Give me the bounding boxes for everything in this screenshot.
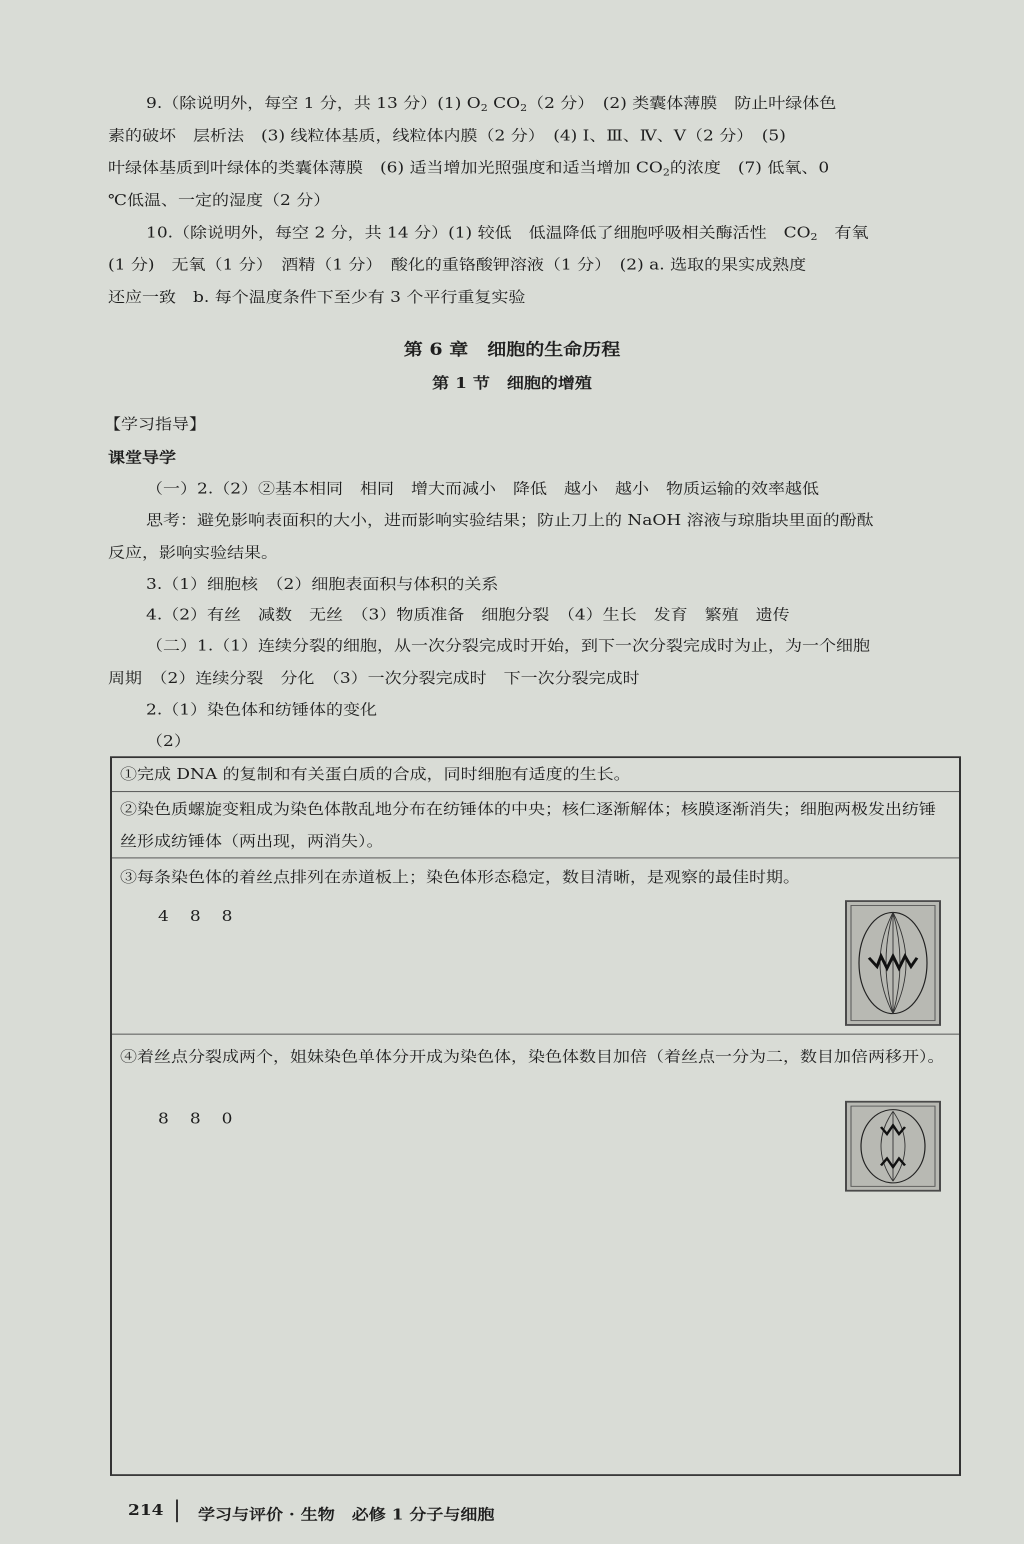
part1-think-line-2: 反应，影响实验结果。: [108, 544, 278, 562]
table-row: [112, 857, 959, 1034]
part1-item2: （一）2.（2）②基本相同 相同 增大而减小 降低 越小 越小 物质运输的效率越低: [146, 480, 820, 499]
classroom-label: 课堂导学: [108, 449, 176, 467]
anaphase-figure: [845, 1101, 941, 1192]
section-title: 第 1 节 细胞的增殖: [432, 375, 592, 393]
row1-text: ①完成 DNA 的复制和有关蛋白质的合成，同时细胞有适度的生长。: [120, 765, 631, 784]
table-row: [112, 1034, 959, 1140]
row3-numbers: 4 8 8: [158, 908, 235, 926]
q9-line-3: 叶绿体基质到叶绿体的类囊体薄膜 (6) 适当增加光照强度和适当增加 $CO_2$的浓度 (7) 低氧、0: [108, 159, 830, 178]
part2-item2: 2.（1）染色体和纺锤体的变化: [146, 701, 378, 719]
q9-line-1: 9.（除说明外，每空 1 分，共 13 分）(1) $O_2$ $CO_2(2$ 分） (2) 类囊体薄膜 防止叶绿体色: [146, 95, 837, 114]
part1-item4: 4.（2）有丝 减数 无丝 （3）物质准备 细胞分裂 （4）生长 发育 繁殖 遗传: [146, 606, 790, 624]
part2-item2-sub: （2）: [146, 732, 191, 751]
part1-think-line-1: 思考：避免影响表面积的大小，进而影响实验结果；防止刀上的 NaOH 溶液与琼脂块里面的酚酞: [146, 512, 874, 530]
q9-line-4: ℃低温、一定的湿度（2 分）: [108, 191, 331, 210]
row3-text: ③每条染色体的着丝点排列在赤道板上；染色体形态稳定，数目清晰，是观察的最佳时期。: [120, 868, 800, 887]
page-number: 214: [128, 1502, 164, 1520]
table-row: [112, 758, 959, 791]
q10-line-1: 10.（除说明外，每空 2 分，共 14 分）(1) 较低 低温降低了细胞呼吸相关酶活性 $CO_2$ 有氧: [146, 224, 869, 243]
chapter-title: 第 6 章 细胞的生命历程: [403, 340, 621, 360]
metaphase-spindle-drawing: [847, 902, 939, 1024]
anaphase-spindle-drawing: [847, 1103, 939, 1190]
q10-line-3: 还应一致 b. 每个温度条件下至少有 3 个平行重复实验: [108, 288, 526, 307]
row4-numbers: 8 8 0: [158, 1110, 235, 1128]
metaphase-figure: [845, 900, 941, 1026]
guide-label: 【学习指导】: [104, 416, 206, 434]
mitosis-table: [110, 756, 961, 1476]
q10-line-2: (1 分) 无氧（1 分） 酒精（1 分） 酸化的重铬酸钾溶液（1 分） (2) a. 选取的果实成熟度: [108, 256, 807, 274]
q9-line-2: 素的破坏 层析法 (3) 线粒体基质，线粒体内膜（2 分） (4) Ⅰ、Ⅲ、Ⅳ、Ⅴ（2 分） (5): [108, 127, 786, 145]
row4-text: ④着丝点分裂成两个，姐妹染色单体分开成为染色体，染色体数目加倍（着丝点一分为二，数目加倍两移开）。: [120, 1048, 945, 1066]
footer-divider: [176, 1500, 178, 1523]
row2-text: ②染色质螺旋变粗成为染色体散乱地分布在纺锤体的中央；核仁逐渐解体；核膜逐渐消失；细胞两极发出纺锤丝形成纺锤体（两出现，两消失）。: [120, 800, 936, 851]
part1-item3: 3.（1）细胞核 （2）细胞表面积与体积的关系: [146, 575, 499, 594]
book-title: 学习与评价 · 生物 必修 1 分子与细胞: [198, 1506, 495, 1524]
part2-item1-line-1: （二）1.（1）连续分裂的细胞，从一次分裂完成时开始，到下一次分裂完成时为止，为一个细胞: [146, 637, 871, 656]
table-row: [112, 791, 959, 858]
part2-item1-line-2: 周期 （2）连续分裂 分化 （3）一次分裂完成时 下一次分裂完成时: [108, 669, 640, 688]
